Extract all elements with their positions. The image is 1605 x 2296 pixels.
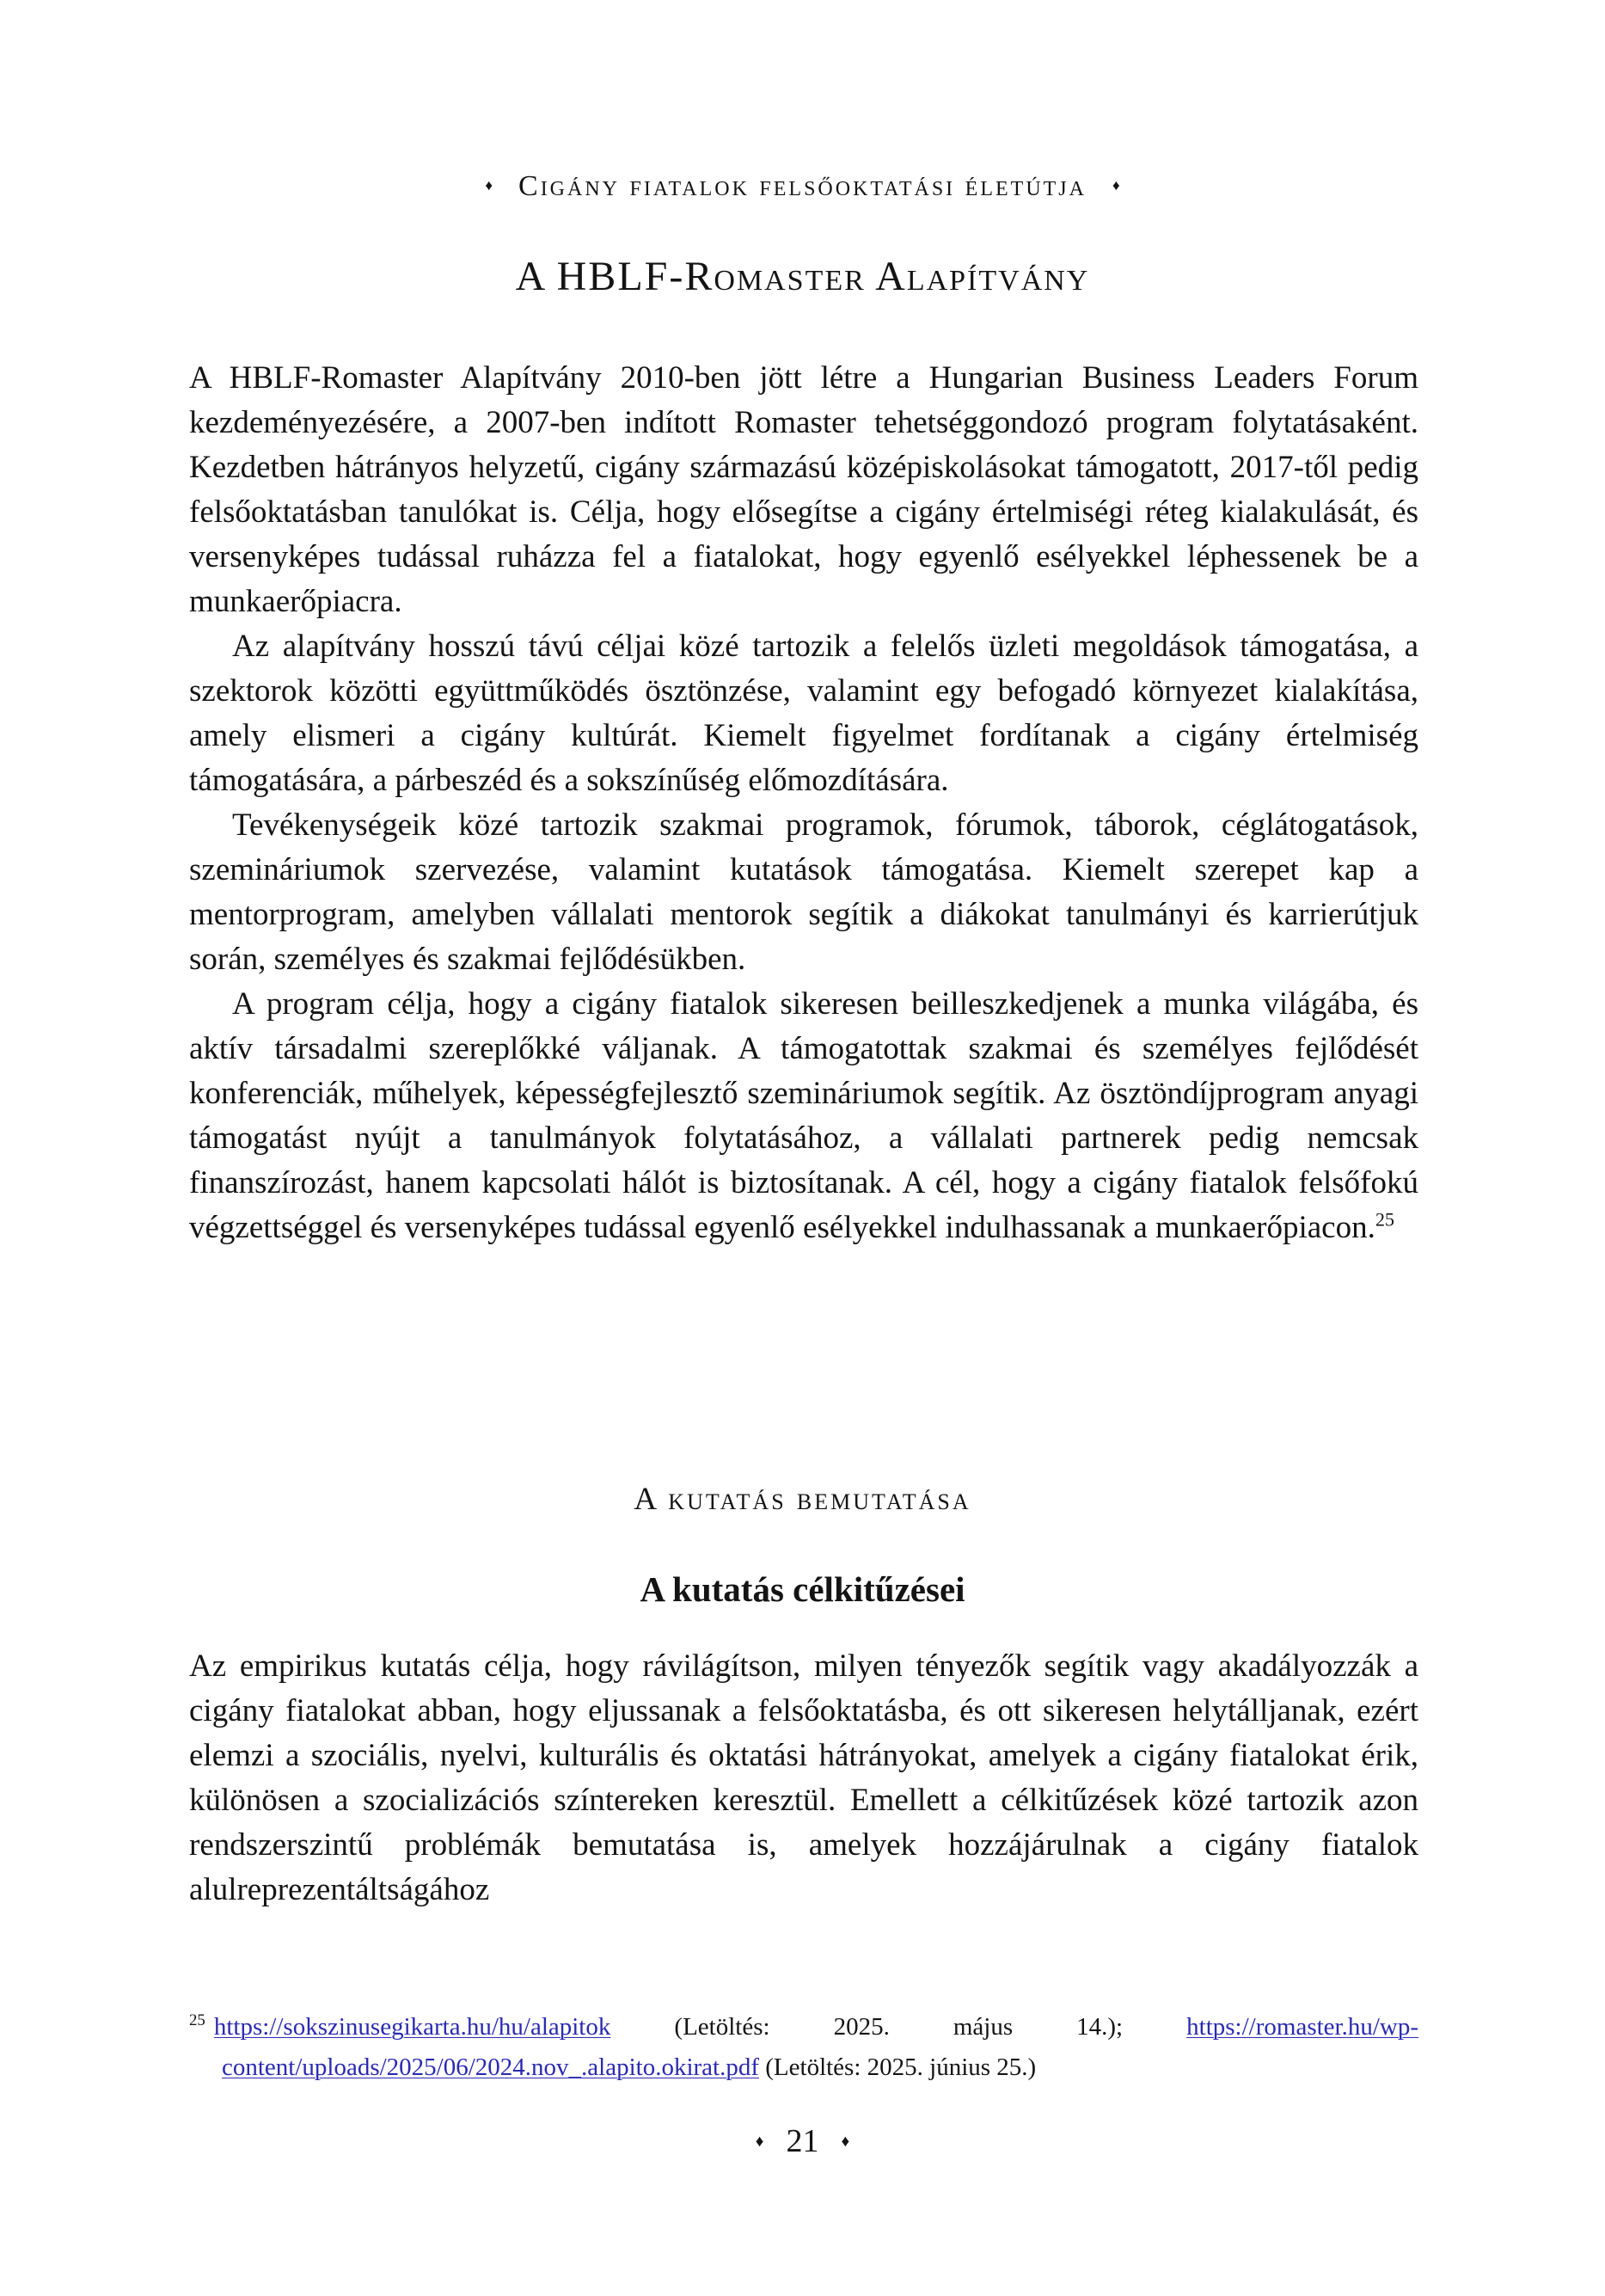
page-number: 21 <box>786 2123 819 2159</box>
body-paragraph-3: Tevékenységeik közé tartozik szakmai programok, fórumok, táborok, céglátogatások, szemináriumok szervezése, valamint kutatások támogatása. Kiemelt szerepet kap a mentorprogram, amelyben vállalati mentorok segítik a diákokat tanulmányi és karrierútjuk során, személyes és szakmai fejlődésükben. <box>189 807 1418 977</box>
diamond-ornament-right: ♦ <box>841 2133 850 2152</box>
body-text-block-2 <box>189 1644 1418 1912</box>
running-head <box>0 170 1605 203</box>
diamond-ornament-right: ♦ <box>1112 177 1120 194</box>
body-paragraph-2: Az alapítvány hosszú távú céljai közé tartozik a felelős üzleti megoldások támogatása, a szektorok közötti együttműködés ösztönzése, valamint egy befogadó környezet kialakítása, amely elismeri a cigány kultúrát. Kiemelt figyelmet fordítanak a cigány értelmiség támogatására, a párbeszéd és a sokszínűség előmozdítására. <box>189 629 1418 798</box>
subsection-heading: A kutatás célkitűzései <box>640 1569 965 1609</box>
diamond-ornament-left: ♦ <box>755 2133 764 2152</box>
footnote-marker: 25 <box>189 2011 205 2030</box>
body-text-block <box>189 356 1418 1250</box>
chapter-title: A HBLF-Romaster Alapítvány <box>515 254 1090 299</box>
body-paragraph-1: A HBLF-Romaster Alapítvány 2010-ben jött létre a Hungarian Business Leaders Forum kezdeményezésére, a 2007-ben indított Romaster tehetséggondozó program folytatásaként. Kezdetben hátrányos helyzetű, cigány származású középiskolásokat támogatott, 2017-től pedig felsőoktatásban tanulókat is. Célja, hogy elősegítse a cigány értelmiségi réteg kialakulását, és versenyképes tudással ruházza fel a fiatalokat, hogy egyenlő esélyekkel léphessenek be a munkaerőpiacra. <box>189 360 1418 619</box>
footnote-text-2: (Letöltés: 2025. június 25.) <box>759 2054 1037 2081</box>
footnote-body <box>189 2007 1418 2088</box>
body-paragraph-5: Az empirikus kutatás célja, hogy rávilágítson, milyen tényezők segítik vagy akadályozzák a cigány fiatalokat abban, hogy eljussanak a felsőoktatásba, és ott sikeresen helytálljanak, ezért elemzi a szociális, nyelvi, kulturális és oktatási hátrányokat, amelyek a cigány fiatalokat érik, különösen a szocializációs színtereken keresztül. Emellett a célkitűzések közé tartozik azon rendszerszintű problémák bemutatása is, amelyek hozzájárulnak a cigány fiatalok alulreprezentáltságához <box>189 1648 1418 1907</box>
footnote-link-sokszinusegikarta[interactable]: https://sokszinusegikarta.hu/hu/alapitok <box>213 2013 611 2041</box>
footnote-link-romaster[interactable]: https://romaster.hu/wp-content/uploads/2025/06/2024.nov_.alapito.okirat.pdf <box>222 2013 1418 2081</box>
footnote <box>189 2007 1418 2088</box>
body-paragraph-4 <box>189 982 1418 1250</box>
footnote-reference: 25 <box>1375 1208 1395 1231</box>
body-paragraph-4-text: A program célja, hogy a cigány fiatalok sikeresen beilleszkedjenek a munka világába, és aktív társadalmi szereplőkké váljanak. A támogatottak szakmai és személyes fejlődését konferenciák, műhelyek, képességfejlesztő szemináriumok segítik. Az ösztöndíjprogram anyagi támogatást nyújt a tanulmányok folytatásához, a vállalati partnerek pedig nemcsak finanszírozást, hanem kapcsolati hálót is biztosítanak. A cél, hogy a cigány fiatalok felsőfokú végzettséggel és versenyképes tudással egyenlő esélyekkel indulhassanak a munkaerőpiacon. <box>189 986 1418 1245</box>
page-number-footer <box>0 2122 1605 2160</box>
footnote-text-1: (Letöltés: 2025. május 14.); <box>610 2013 1187 2041</box>
running-head-text: Cigány fiatalok felsőoktatási életútja <box>518 170 1087 202</box>
diamond-ornament-left: ♦ <box>485 177 493 194</box>
section-heading: A kutatás bemutatása <box>634 1482 971 1517</box>
